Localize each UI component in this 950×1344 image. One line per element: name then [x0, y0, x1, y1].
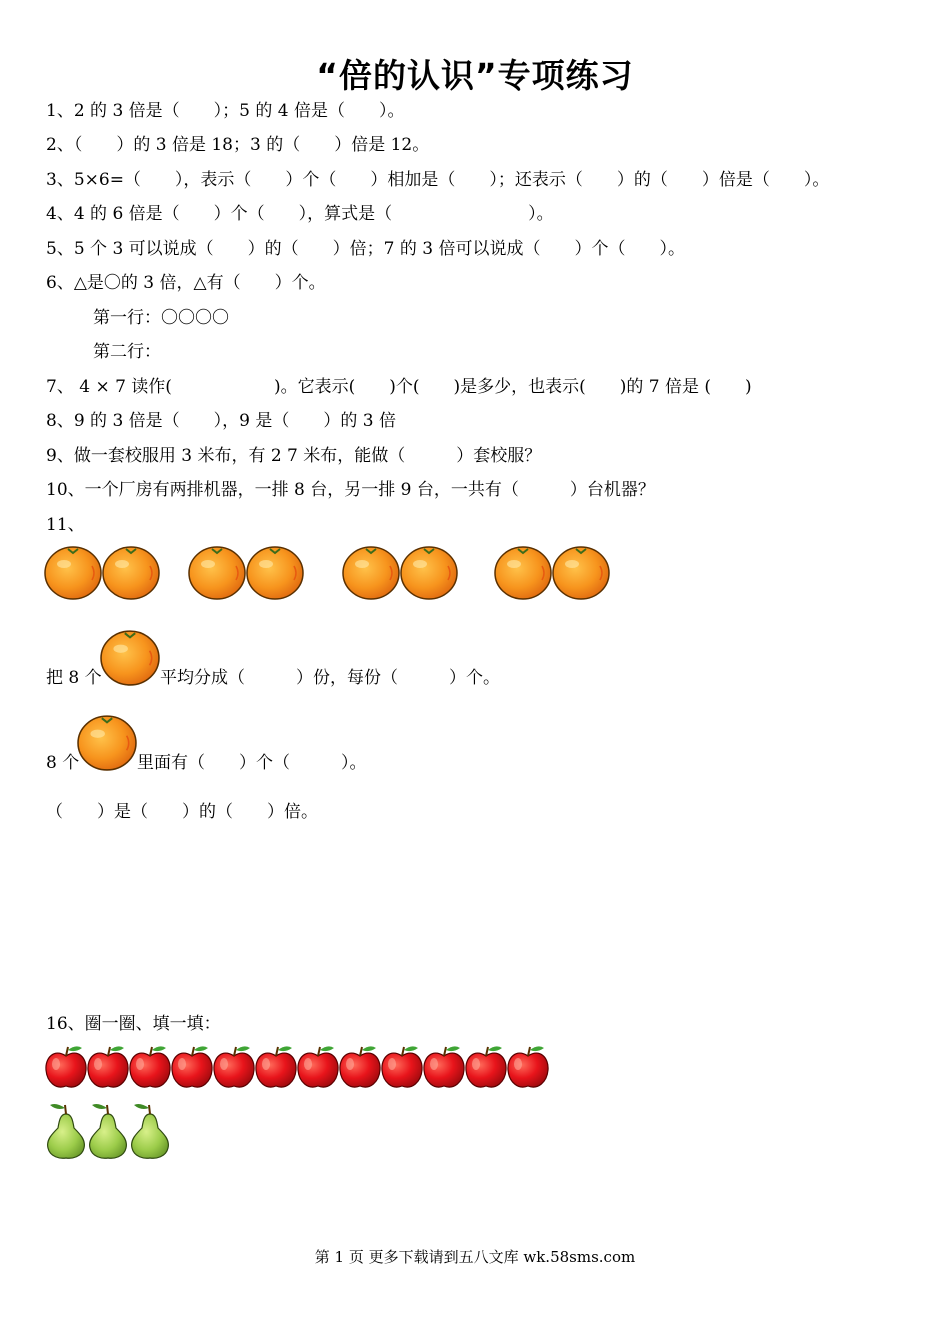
- question-11-a-suffix: 平均分成（ ）份，每份（ ）个。: [160, 668, 500, 688]
- orange-fruit-icon: [552, 544, 610, 600]
- orange-fruit-icon: [44, 544, 102, 600]
- question-3: 3、5×6=（ ），表示（ ）个（ ）相加是（ ）；还表示（ ）的（ ）倍是（ ）。: [46, 170, 830, 190]
- page-footer: 第 1 页 更多下载请到五八文库 wk.58sms.com: [314, 1248, 636, 1266]
- question-16: 16、圈一圈、填一填：: [46, 1014, 221, 1034]
- question-8: 8、9 的 3 倍是（ ），9 是（ ）的 3 倍: [46, 411, 397, 431]
- question-9: 9、做一套校服用 3 米布，有 2 7 米布，能做（ ）套校服？: [46, 446, 542, 466]
- question-2: 2、（ ）的 3 倍是 18；3 的（ ）倍是 12。: [46, 135, 430, 155]
- question-6-row-1: 第一行：〇〇〇〇: [93, 308, 229, 328]
- orange-fruit-icon: [102, 544, 160, 600]
- orange-fruit-icon: [100, 628, 160, 686]
- question-11-b-prefix: 8 个: [46, 753, 80, 773]
- orange-fruit-icon: [494, 544, 552, 600]
- red-apple-icon: [506, 1044, 550, 1090]
- red-apple-icon: [212, 1044, 256, 1090]
- question-4: 4、4 的 6 倍是（ ）个（ ），算式是（ ）。: [46, 204, 554, 224]
- question-6: 6、△是〇的 3 倍，△有（ ）个。: [46, 273, 326, 293]
- red-apple-icon: [296, 1044, 340, 1090]
- question-5: 5、5 个 3 可以说成（ ）的（ ）倍；7 的 3 倍可以说成（ ）个（ ）。: [46, 239, 686, 259]
- red-apple-icon: [464, 1044, 508, 1090]
- apple-row: [44, 1044, 564, 1092]
- orange-fruit-icon: [188, 544, 246, 600]
- question-11-b-suffix: 里面有（ ）个（ ）。: [137, 753, 367, 773]
- green-pear-icon: [128, 1102, 172, 1160]
- orange-fruit-icon: [246, 544, 304, 600]
- orange-fruit-icon: [342, 544, 400, 600]
- pear-row: [44, 1102, 184, 1162]
- orange-row: [44, 544, 624, 604]
- green-pear-icon: [86, 1102, 130, 1160]
- red-apple-icon: [422, 1044, 466, 1090]
- red-apple-icon: [170, 1044, 214, 1090]
- page-title: “倍的认识”专项练习: [316, 56, 634, 95]
- orange-fruit-icon: [400, 544, 458, 600]
- green-pear-icon: [44, 1102, 88, 1160]
- red-apple-icon: [254, 1044, 298, 1090]
- question-11: 11、: [46, 515, 85, 535]
- question-10: 10、一个厂房有两排机器，一排 8 台，另一排 9 台，一共有（ ）台机器？: [46, 480, 655, 500]
- question-1: 1、2 的 3 倍是（ ）；5 的 4 倍是（ ）。: [46, 101, 405, 121]
- question-11-c: （ ）是（ ）的（ ）倍。: [46, 802, 318, 822]
- orange-fruit-icon: [77, 713, 137, 771]
- red-apple-icon: [128, 1044, 172, 1090]
- red-apple-icon: [86, 1044, 130, 1090]
- red-apple-icon: [338, 1044, 382, 1090]
- red-apple-icon: [380, 1044, 424, 1090]
- red-apple-icon: [44, 1044, 88, 1090]
- question-7: 7、 4 × 7 读作( )。它表示( )个( )是多少，也表示( )的 7 倍是 ( ): [46, 377, 752, 397]
- question-11-a-prefix: 把 8 个: [46, 668, 102, 688]
- question-6-row-2: 第二行：: [93, 342, 161, 362]
